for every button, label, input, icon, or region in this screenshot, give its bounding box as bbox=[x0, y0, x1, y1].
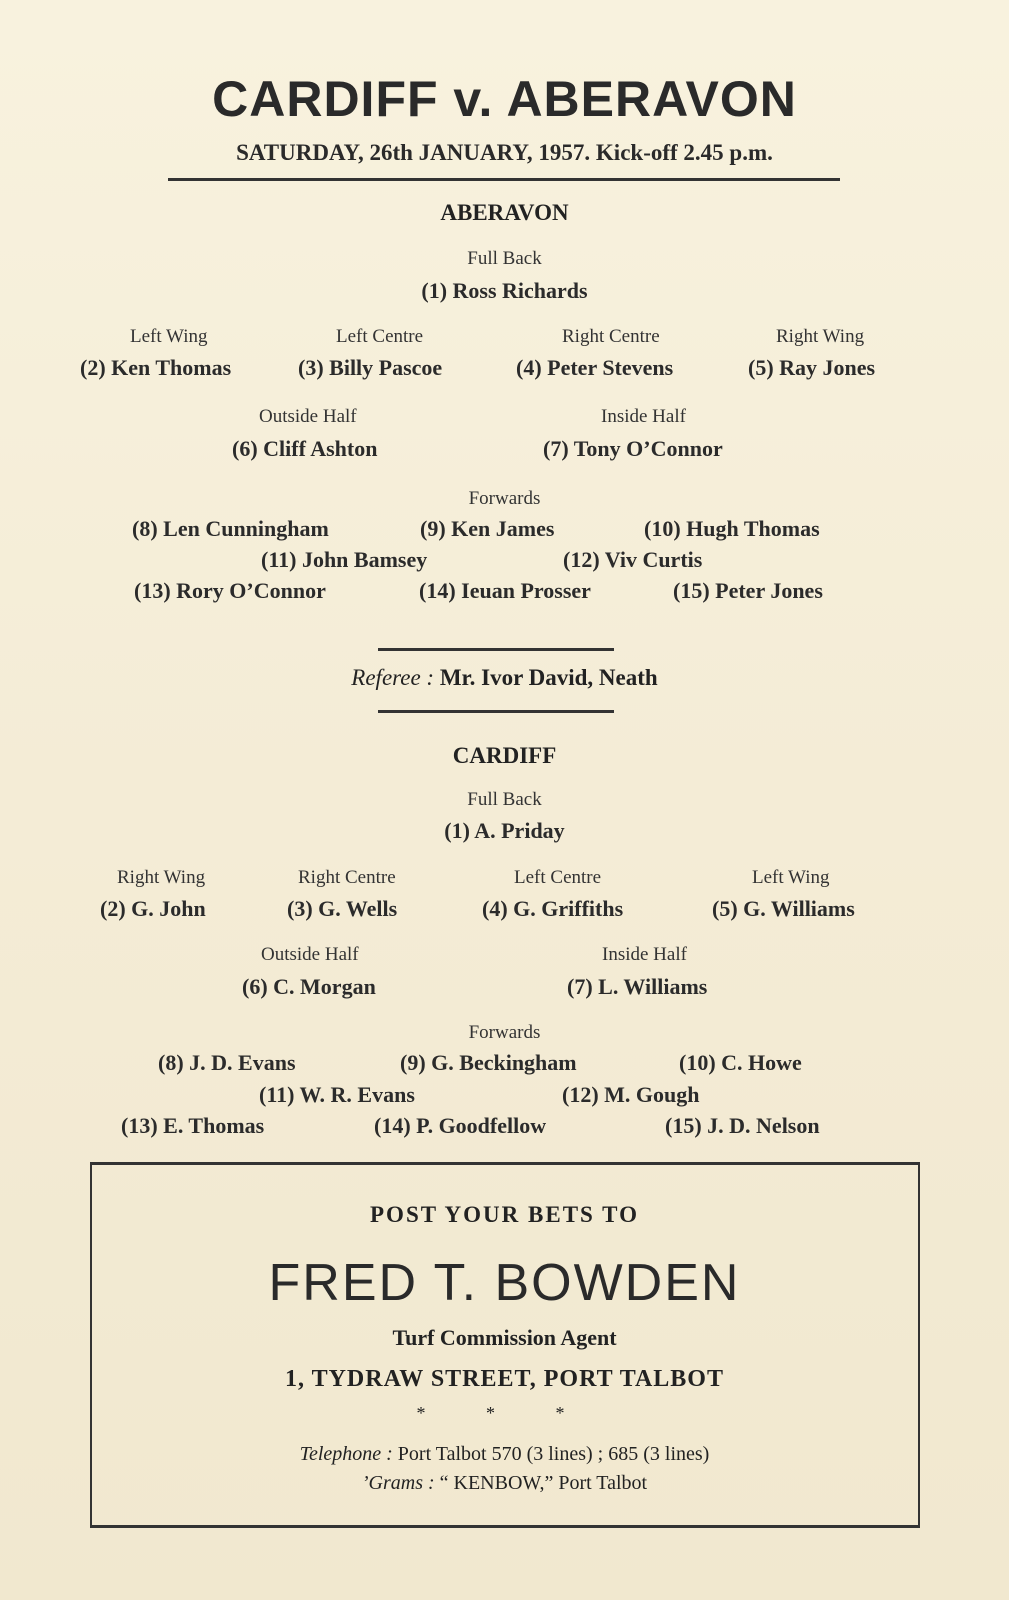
aberavon-forward: (14) Ieuan Prosser bbox=[419, 578, 591, 603]
cardiff-forward: (11) W. R. Evans bbox=[259, 1082, 415, 1107]
match-dateline: SATURDAY, 26th JANUARY, 1957. Kick-off 2.45 p.m. bbox=[236, 140, 773, 165]
aberavon-forward: (9) Ken James bbox=[420, 516, 555, 541]
cardiff-forward: (14) P. Goodfellow bbox=[374, 1113, 547, 1138]
cardiff-forward: (15) J. D. Nelson bbox=[665, 1113, 820, 1138]
cardiff-forward: (13) E. Thomas bbox=[121, 1113, 265, 1138]
cardiff-half-label: Inside Half bbox=[602, 944, 687, 965]
cardiff-back-player: (4) G. Griffiths bbox=[482, 896, 624, 921]
grams-value: “ KENBOW,” Port Talbot bbox=[439, 1472, 648, 1494]
cardiff-back-player: (2) G. John bbox=[100, 896, 206, 921]
advert-name: FRED T. BOWDEN bbox=[268, 1254, 741, 1312]
cardiff-forward: (12) M. Gough bbox=[562, 1082, 700, 1107]
aberavon-team-heading: ABERAVON bbox=[440, 200, 569, 225]
advert-subtitle: Turf Commission Agent bbox=[392, 1325, 617, 1350]
cardiff-back-label: Right Wing bbox=[117, 867, 206, 888]
cardiff-half-label: Outside Half bbox=[261, 944, 359, 965]
cardiff-forward: (8) J. D. Evans bbox=[158, 1050, 296, 1075]
referee-line bbox=[0, 665, 1009, 691]
advert-post-line: POST YOUR BETS TO bbox=[370, 1202, 639, 1227]
aberavon-back-player: (2) Ken Thomas bbox=[80, 355, 232, 380]
aberavon-forward: (10) Hugh Thomas bbox=[644, 516, 820, 541]
advert-address: 1, TYDRAW STREET, PORT TALBOT bbox=[285, 1366, 724, 1392]
aberavon-full-back-label: Full Back bbox=[467, 248, 542, 269]
cardiff-back-label: Left Centre bbox=[514, 867, 602, 888]
aberavon-half-label: Outside Half bbox=[259, 406, 357, 427]
aberavon-full-back: (1) Ross Richards bbox=[421, 278, 588, 303]
telephone-label: Telephone : bbox=[299, 1443, 393, 1465]
aberavon-back-label: Right Wing bbox=[776, 326, 865, 347]
referee-name: Mr. Ivor David, Neath bbox=[439, 665, 658, 690]
cardiff-back-player: (3) G. Wells bbox=[287, 896, 398, 921]
aberavon-forwards-label: Forwards bbox=[468, 488, 541, 509]
aberavon-back-player: (4) Peter Stevens bbox=[516, 355, 674, 380]
cardiff-forward: (10) C. Howe bbox=[679, 1050, 802, 1075]
cardiff-back-label: Right Centre bbox=[298, 867, 396, 888]
match-title: CARDIFF v. ABERAVON bbox=[212, 71, 797, 127]
advert-grams bbox=[0, 1472, 1009, 1495]
aberavon-back-player: (5) Ray Jones bbox=[748, 355, 876, 380]
referee-rule-top bbox=[378, 648, 614, 651]
cardiff-half-player: (6) C. Morgan bbox=[242, 974, 376, 999]
advert-telephone bbox=[0, 1443, 1009, 1466]
aberavon-back-label: Left Centre bbox=[336, 326, 424, 347]
aberavon-back-player: (3) Billy Pascoe bbox=[298, 355, 443, 380]
advert-stars: * * * bbox=[416, 1403, 593, 1423]
aberavon-forward: (12) Viv Curtis bbox=[563, 547, 703, 572]
aberavon-half-label: Inside Half bbox=[601, 406, 686, 427]
cardiff-back-player: (5) G. Williams bbox=[712, 896, 855, 921]
aberavon-half-player: (6) Cliff Ashton bbox=[232, 436, 378, 461]
aberavon-forward: (13) Rory O’Connor bbox=[134, 578, 326, 603]
referee-rule-bottom bbox=[378, 710, 614, 713]
cardiff-forwards-label: Forwards bbox=[468, 1022, 541, 1043]
cardiff-team-heading: CARDIFF bbox=[452, 743, 557, 768]
cardiff-half-player: (7) L. Williams bbox=[567, 974, 708, 999]
cardiff-back-label: Left Wing bbox=[752, 867, 830, 888]
grams-label: ’Grams : bbox=[361, 1472, 435, 1494]
aberavon-forward: (8) Len Cunningham bbox=[132, 516, 329, 541]
aberavon-half-player: (7) Tony O’Connor bbox=[543, 436, 723, 461]
cardiff-full-back-label: Full Back bbox=[467, 789, 542, 810]
aberavon-forward: (11) John Bamsey bbox=[261, 547, 428, 572]
referee-label: Referee : bbox=[351, 665, 435, 690]
cardiff-forward: (9) G. Beckingham bbox=[400, 1050, 577, 1075]
aberavon-back-label: Right Centre bbox=[562, 326, 660, 347]
aberavon-back-label: Left Wing bbox=[130, 326, 208, 347]
cardiff-full-back: (1) A. Priday bbox=[444, 818, 565, 843]
aberavon-forward: (15) Peter Jones bbox=[673, 578, 823, 603]
telephone-value: Port Talbot 570 (3 lines) ; 685 (3 lines) bbox=[397, 1443, 710, 1465]
header-rule bbox=[168, 178, 840, 181]
